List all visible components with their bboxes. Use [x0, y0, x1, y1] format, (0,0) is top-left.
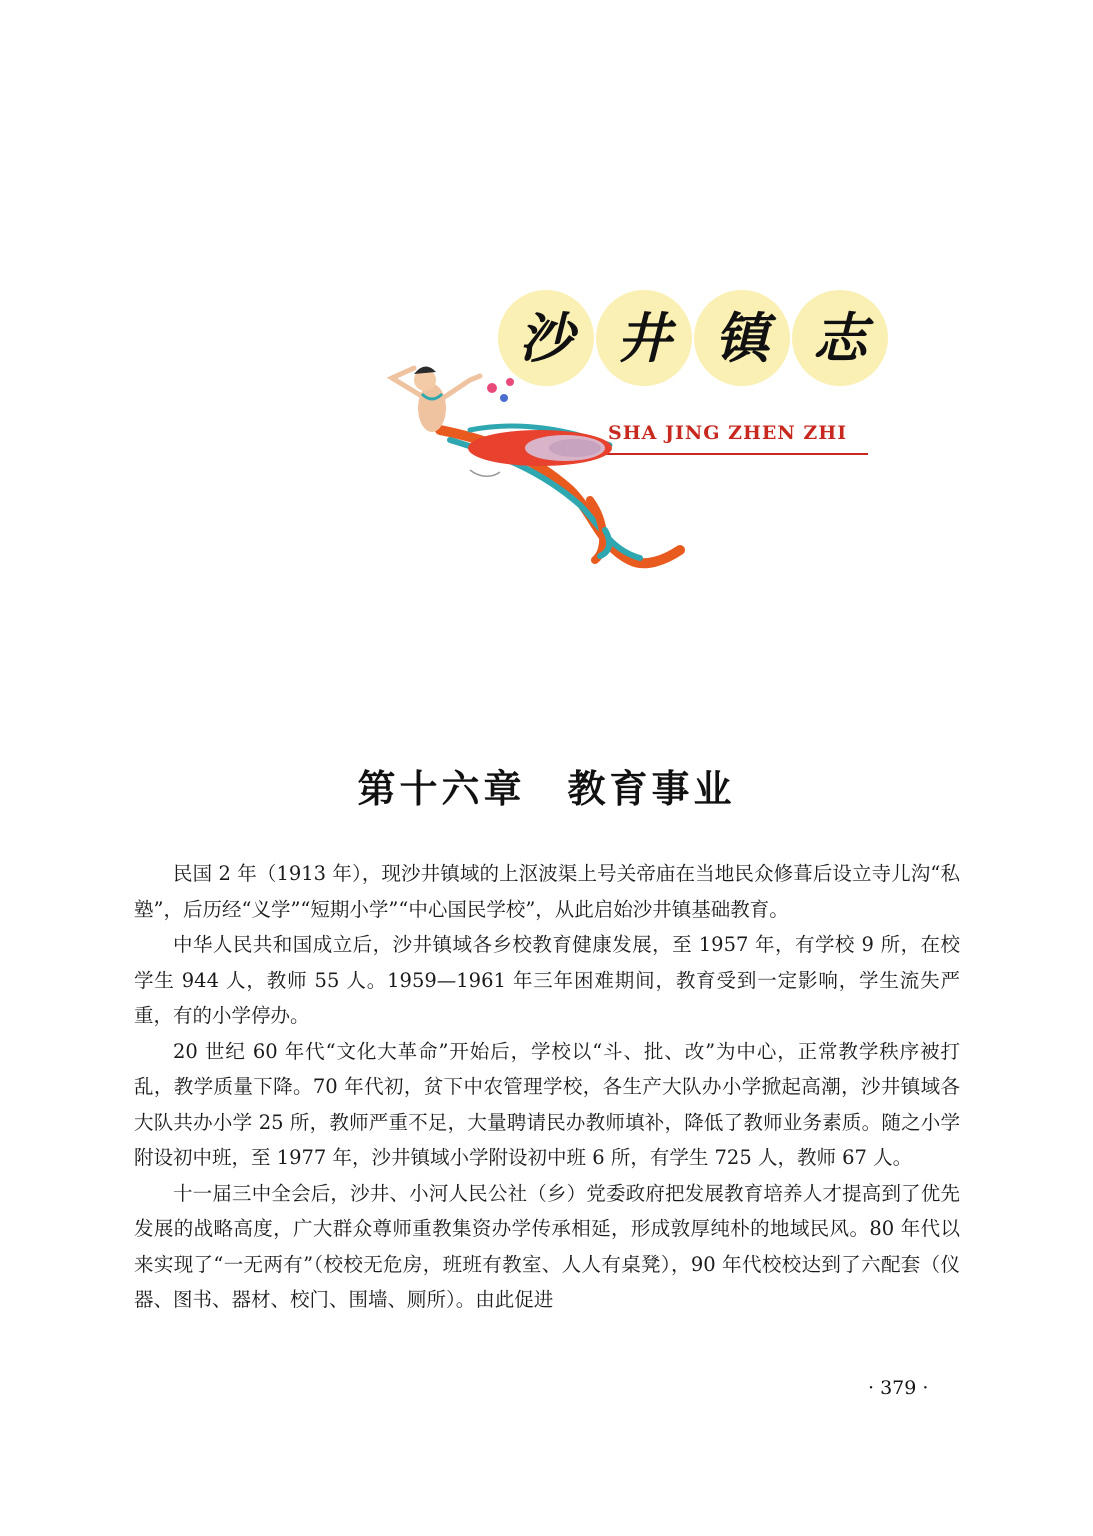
page-number: · 379 ·	[868, 1377, 929, 1399]
body-text	[134, 856, 960, 1318]
flying-apsara-illustration	[380, 360, 700, 570]
emblem-char: 沙	[519, 306, 573, 370]
emblem-circle	[792, 290, 888, 386]
paragraph: 中华人民共和国成立后，沙井镇域各乡校教育健康发展，至 1957 年，有学校 9 所，在校学生 944 人，教师 55 人。1959—1961 年三年困难期间，教育受到一定影响，学生流失严重，有的小学停办。	[134, 933, 960, 1027]
emblem-circle	[694, 290, 790, 386]
paragraph: 民国 2 年（1913 年），现沙井镇域的上沤波渠上号关帝庙在当地民众修葺后设立寺儿沟“私塾”，后历经“义学”“短期小学”“中心国民学校”，从此启始沙井镇基础教育。	[134, 862, 960, 921]
book-emblem	[380, 290, 880, 570]
paragraph: 20 世纪 60 年代“文化大革命”开始后，学校以“斗、批、改”为中心，正常教学秩序被打乱，教学质量下降。70 年代初，贫下中农管理学校，各生产大队办小学掀起高潮，沙井镇域各大队共办小学 25 所，教师严重不足，大量聘请民办教师填补，降低了教师业务素质。随之小学附设初中班，至 1977 年，沙井镇域小学附设初中班 6 所，有学生 725 人，教师 67 人。	[134, 1039, 960, 1169]
emblem-subtitle: SHA JING ZHEN ZHI	[608, 422, 848, 444]
paragraph: 十一届三中全会后，沙井、小河人民公社（乡）党委政府把发展教育培养人才提高到了优先发展的战略高度，广大群众尊师重教集资办学传承相延，形成敦厚纯朴的地域民风。80 年代以来实现了“一无两有”（校校无危房，班班有教室、人人有桌凳），90 年代校校达到了六配套（仪器、图书、器材、校门、围墙、厕所）。由此促进	[134, 1181, 960, 1311]
emblem-char: 志	[813, 306, 867, 370]
emblem-char: 井	[617, 306, 671, 370]
chapter-title: 第十六章 教育事业	[357, 767, 736, 811]
emblem-char: 镇	[715, 306, 769, 370]
